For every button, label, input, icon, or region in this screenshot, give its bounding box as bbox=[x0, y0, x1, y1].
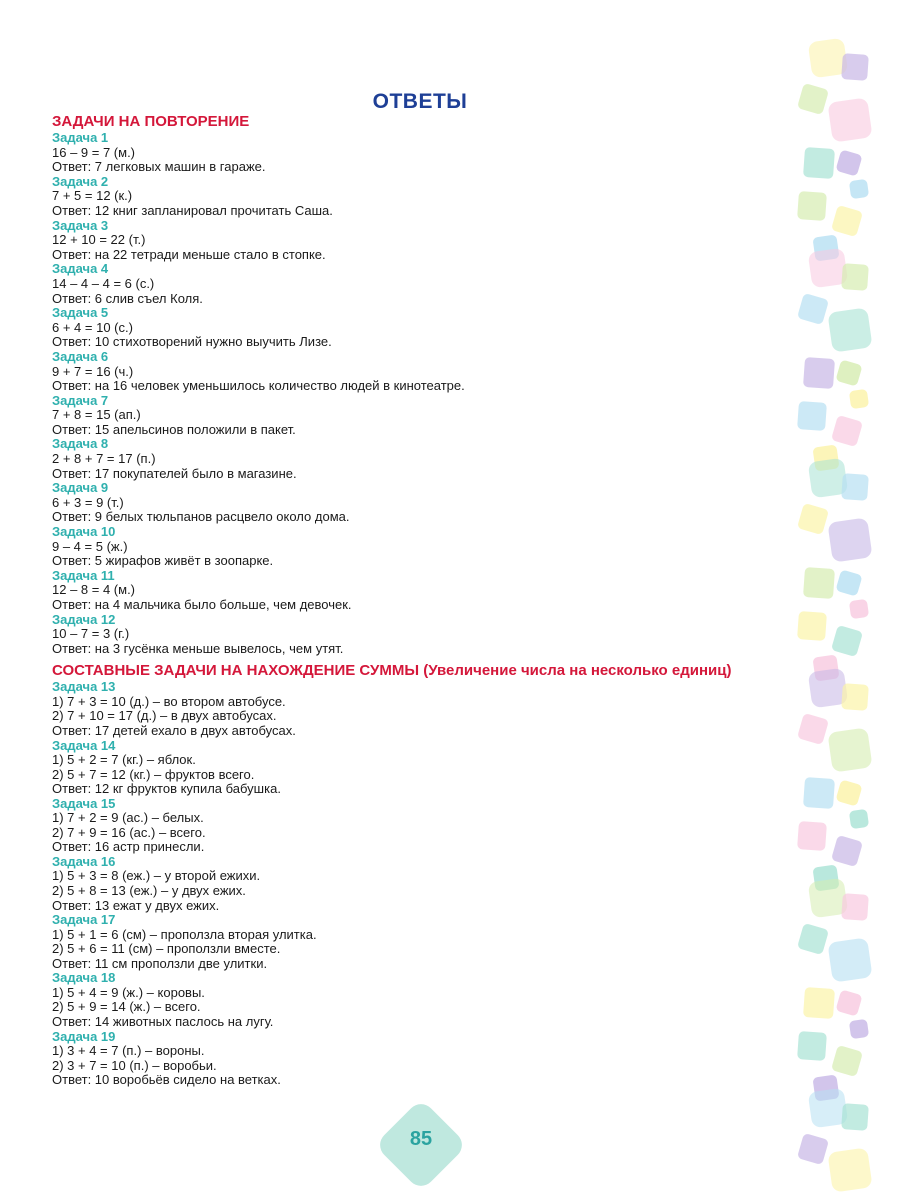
decorative-square bbox=[827, 937, 872, 982]
decorative-square bbox=[803, 777, 835, 809]
task-name: Задача 19 bbox=[52, 1028, 116, 1044]
solution-line: 7 + 8 = 15 (ап.) bbox=[52, 407, 141, 423]
decorative-square bbox=[827, 727, 872, 772]
task-block bbox=[52, 437, 792, 481]
decorative-square bbox=[841, 473, 869, 501]
task-block bbox=[52, 569, 792, 613]
solution-line: 2) 5 + 6 = 11 (см) – проползли вместе. bbox=[52, 941, 281, 957]
decorative-square bbox=[797, 1133, 829, 1165]
decorative-square bbox=[797, 1031, 827, 1061]
answer-line: Ответ: 13 ежат у двух ежих. bbox=[52, 897, 220, 913]
task-name: Задача 16 bbox=[52, 853, 116, 869]
decorative-square bbox=[841, 893, 869, 921]
decorative-square bbox=[797, 821, 827, 851]
decorative-square bbox=[831, 625, 863, 657]
decorative-square bbox=[827, 517, 872, 562]
solution-line: 12 + 10 = 22 (т.) bbox=[52, 232, 146, 248]
answer-line: Ответ: 16 астр принесли. bbox=[52, 839, 205, 855]
answer-line: Ответ: 7 легковых машин в гараже. bbox=[52, 159, 266, 175]
decorative-square bbox=[797, 923, 829, 955]
decorative-square bbox=[797, 611, 827, 641]
solution-line: 2) 3 + 7 = 10 (п.) – воробьи. bbox=[52, 1057, 217, 1073]
decorative-square bbox=[803, 567, 835, 599]
decorative-square bbox=[831, 415, 863, 447]
task-block bbox=[52, 913, 792, 971]
task-name: Задача 15 bbox=[52, 795, 116, 811]
decorative-square bbox=[841, 263, 869, 291]
section-title-repetition: ЗАДАЧИ НА ПОВТОРЕНИЕ bbox=[52, 113, 250, 130]
decorative-square bbox=[831, 205, 863, 237]
answer-line: Ответ: на 3 гусёнка меньше вывелось, чем утят. bbox=[52, 640, 344, 656]
answer-line: Ответ: 6 слив съел Коля. bbox=[52, 290, 203, 306]
page-number: 85 bbox=[409, 1128, 433, 1150]
solution-line: 9 – 4 = 5 (ж.) bbox=[52, 538, 128, 554]
decorative-square bbox=[803, 357, 835, 389]
answer-line: Ответ: на 16 человек уменьшилось количество людей в кинотеатре. bbox=[52, 378, 465, 394]
solution-line: 2) 7 + 10 = 17 (д.) – в двух автобусах. bbox=[52, 708, 277, 724]
decorative-square bbox=[841, 683, 869, 711]
solution-line: 2 + 8 + 7 = 17 (п.) bbox=[52, 451, 156, 467]
task-block bbox=[52, 855, 792, 913]
answer-line: Ответ: 5 жирафов живёт в зоопарке. bbox=[52, 553, 274, 569]
task-block bbox=[52, 350, 792, 394]
decorative-square bbox=[803, 987, 835, 1019]
solution-line: 1) 5 + 3 = 8 (еж.) – у второй ежихи. bbox=[52, 868, 261, 884]
task-block bbox=[52, 971, 792, 1029]
solution-line: 1) 7 + 3 = 10 (д.) – во втором автобусе. bbox=[52, 693, 286, 709]
decorative-square bbox=[841, 53, 869, 81]
task-block bbox=[52, 394, 792, 438]
answer-line: Ответ: 17 детей ехало в двух автобусах. bbox=[52, 723, 296, 739]
decorative-square bbox=[835, 569, 862, 596]
decorative-square bbox=[849, 809, 869, 829]
task-block bbox=[52, 1030, 792, 1088]
decorative-square bbox=[827, 1147, 872, 1192]
task-block bbox=[52, 739, 792, 797]
answer-line: Ответ: на 22 тетради меньше стало в стопке. bbox=[52, 246, 326, 262]
task-block bbox=[52, 306, 792, 350]
task-name: Задача 17 bbox=[52, 912, 116, 928]
solution-line: 6 + 3 = 9 (т.) bbox=[52, 494, 124, 510]
decorative-square bbox=[797, 503, 829, 535]
answer-line: Ответ: 15 апельсинов положили в пакет. bbox=[52, 421, 296, 437]
solution-line: 10 – 7 = 3 (г.) bbox=[52, 626, 130, 642]
task-block bbox=[52, 525, 792, 569]
task-name: Задача 11 bbox=[52, 567, 115, 583]
solution-line: 2) 5 + 8 = 13 (еж.) – у двух ежих. bbox=[52, 883, 246, 899]
decorative-square bbox=[803, 147, 835, 179]
decorative-square bbox=[849, 389, 869, 409]
decorative-square bbox=[797, 191, 827, 221]
task-list-compound-sum bbox=[52, 680, 792, 1087]
decorative-square bbox=[835, 989, 862, 1016]
answer-line: Ответ: 12 кг фруктов купила бабушка. bbox=[52, 781, 281, 797]
task-block bbox=[52, 175, 792, 219]
task-name: Задача 1 bbox=[52, 130, 109, 145]
page-title: ОТВЕТЫ bbox=[372, 90, 468, 113]
task-name: Задача 8 bbox=[52, 436, 109, 452]
task-name: Задача 3 bbox=[52, 217, 109, 233]
solution-line: 1) 3 + 4 = 7 (п.) – вороны. bbox=[52, 1043, 205, 1059]
solution-line: 2) 7 + 9 = 16 (ас.) – всего. bbox=[52, 824, 206, 840]
decorative-square bbox=[835, 149, 862, 176]
decorative-square bbox=[849, 1019, 869, 1039]
task-name: Задача 10 bbox=[52, 524, 116, 540]
answer-line: Ответ: на 4 мальчика было больше, чем девочек. bbox=[52, 597, 352, 612]
decorative-square bbox=[849, 599, 869, 619]
task-name: Задача 6 bbox=[52, 348, 109, 364]
task-block bbox=[52, 131, 792, 175]
answer-line: Ответ: 10 воробьёв сидело на ветках. bbox=[52, 1072, 281, 1088]
decorative-square bbox=[831, 835, 863, 867]
solution-line: 12 – 8 = 4 (м.) bbox=[52, 582, 136, 598]
task-name: Задача 4 bbox=[52, 261, 109, 277]
solution-line: 2) 5 + 7 = 12 (кг.) – фруктов всего. bbox=[52, 766, 255, 782]
decorative-square bbox=[827, 307, 872, 352]
task-name: Задача 12 bbox=[52, 611, 116, 627]
solution-line: 1) 7 + 2 = 9 (ас.) – белых. bbox=[52, 810, 204, 826]
task-list-repetition bbox=[52, 131, 792, 656]
task-block bbox=[52, 262, 792, 306]
solution-line: 9 + 7 = 16 (ч.) bbox=[52, 363, 134, 379]
answer-line: Ответ: 12 книг запланировал прочитать Саша. bbox=[52, 202, 333, 218]
answer-line: Ответ: 14 животных паслось на лугу. bbox=[52, 1013, 274, 1029]
task-name: Задача 14 bbox=[52, 737, 116, 753]
solution-line: 6 + 4 = 10 (с.) bbox=[52, 319, 133, 335]
task-name: Задача 13 bbox=[52, 679, 116, 695]
decorative-square bbox=[835, 779, 862, 806]
task-block bbox=[52, 680, 792, 738]
solution-line: 1) 5 + 2 = 7 (кг.) – яблок. bbox=[52, 752, 196, 768]
decorative-square bbox=[797, 293, 829, 325]
solution-line: 14 – 4 – 4 = 6 (с.) bbox=[52, 275, 155, 291]
solution-line: 16 – 9 = 7 (м.) bbox=[52, 144, 136, 160]
task-block bbox=[52, 481, 792, 525]
solution-line: 1) 5 + 1 = 6 (см) – проползла вторая улитка. bbox=[52, 926, 317, 942]
task-name: Задача 18 bbox=[52, 970, 116, 986]
answers-content bbox=[52, 113, 792, 1088]
task-block bbox=[52, 219, 792, 263]
answer-line: Ответ: 11 см проползли две улитки. bbox=[52, 955, 268, 971]
section-title-compound-sum: СОСТАВНЫЕ ЗАДАЧИ НА НАХОЖДЕНИЕ СУММЫ (Увеличение числа на несколько единиц) bbox=[52, 662, 732, 680]
decorative-square bbox=[835, 359, 862, 386]
solution-line: 1) 5 + 4 = 9 (ж.) – коровы. bbox=[52, 984, 205, 1000]
task-name: Задача 7 bbox=[52, 392, 109, 408]
task-block bbox=[52, 797, 792, 855]
answer-line: Ответ: 10 стихотворений нужно выучить Лизе. bbox=[52, 334, 332, 350]
solution-line: 2) 5 + 9 = 14 (ж.) – всего. bbox=[52, 999, 201, 1015]
decorative-square bbox=[831, 1045, 863, 1077]
answer-line: Ответ: 9 белых тюльпанов расцвело около дома. bbox=[52, 509, 350, 525]
decorative-square bbox=[849, 179, 869, 199]
answer-line: Ответ: 17 покупателей было в магазине. bbox=[52, 465, 297, 481]
task-block bbox=[52, 613, 792, 657]
decorative-square bbox=[797, 401, 827, 431]
solution-line: 7 + 5 = 12 (к.) bbox=[52, 188, 133, 204]
decorative-square-strip bbox=[790, 40, 900, 1200]
task-name: Задача 9 bbox=[52, 480, 109, 496]
decorative-square bbox=[797, 713, 829, 745]
task-name: Задача 2 bbox=[52, 173, 109, 189]
decorative-square bbox=[841, 1103, 869, 1131]
task-name: Задача 5 bbox=[52, 305, 109, 321]
